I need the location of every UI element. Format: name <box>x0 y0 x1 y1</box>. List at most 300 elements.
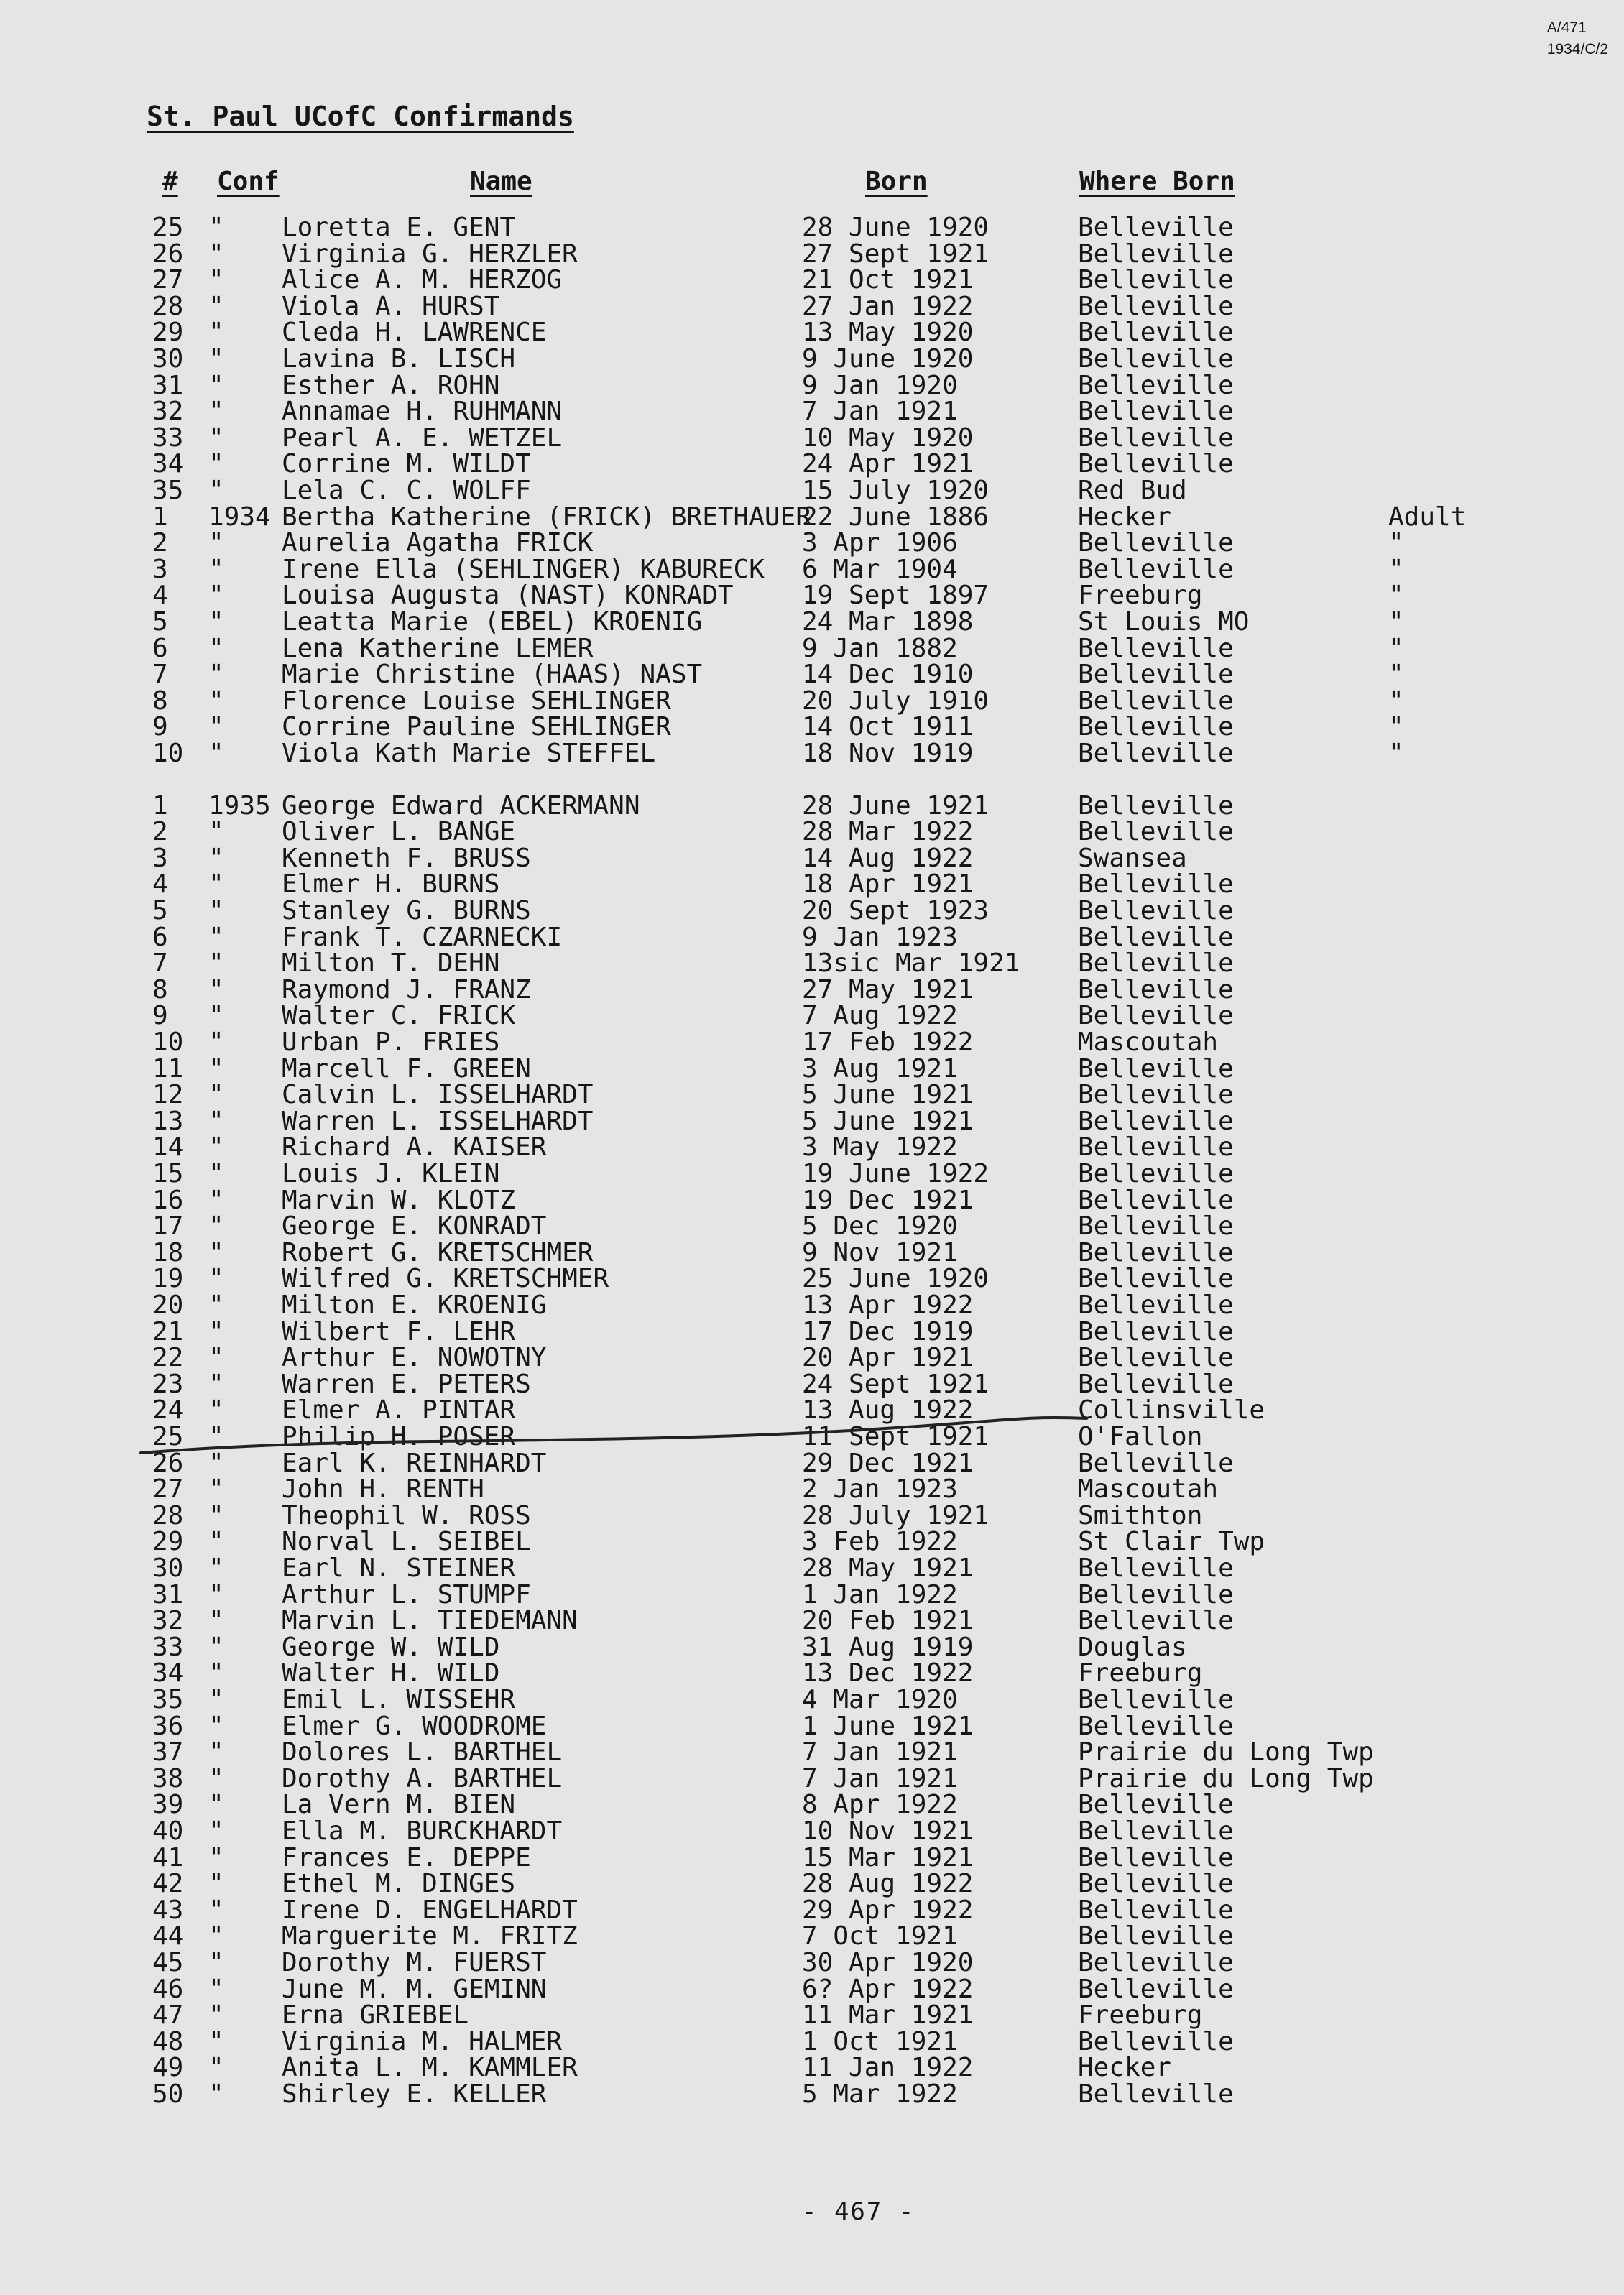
row-number: 50 <box>152 2079 184 2109</box>
confirmand-name: Anita L. M. KAMMLER <box>282 2053 578 2082</box>
table-row <box>0 1265 1624 1293</box>
table-row <box>0 530 1624 557</box>
birth-date: 5 June 1921 <box>802 1080 974 1109</box>
confirmand-name: Lena Katherine LEMER <box>282 634 594 663</box>
row-number: 15 <box>152 1159 184 1188</box>
conf-year: " <box>208 1080 224 1109</box>
row-number: 34 <box>152 449 184 479</box>
table-row <box>0 1949 1624 1977</box>
confirmand-name: Viola Kath Marie STEFFEL <box>282 739 656 768</box>
row-number: 40 <box>152 1816 184 1846</box>
conf-year: " <box>208 239 224 269</box>
birth-date: 25 June 1920 <box>802 1264 989 1293</box>
conf-year: " <box>208 1028 224 1057</box>
table-row <box>0 1081 1624 1109</box>
page-number: - 467 - <box>802 2197 915 2226</box>
birth-place: Belleville <box>1078 1895 1234 1925</box>
confirmand-name: George Edward ACKERMANN <box>282 791 640 821</box>
row-number: 6 <box>152 634 168 663</box>
note: " <box>1388 739 1404 768</box>
row-number: 4 <box>152 581 168 610</box>
row-number: 20 <box>152 1290 184 1320</box>
birth-place: Belleville <box>1078 555 1234 584</box>
confirmand-name: George E. KONRADT <box>282 1211 547 1241</box>
birth-date: 13 Dec 1922 <box>802 1658 974 1688</box>
row-number: 28 <box>152 292 184 321</box>
table-row <box>0 1976 1624 2003</box>
conf-year: " <box>208 1895 224 1925</box>
birth-place: Belleville <box>1078 1580 1234 1610</box>
confirmand-name: Earl N. STEINER <box>282 1553 516 1583</box>
row-number: 10 <box>152 1028 184 1057</box>
table-row <box>0 1923 1624 1950</box>
confirmand-name: Corrine M. WILDT <box>282 449 531 479</box>
birth-place: Belleville <box>1078 686 1234 716</box>
row-number: 21 <box>152 1317 184 1347</box>
birth-place: Red Bud <box>1078 476 1187 505</box>
birth-place: Smithton <box>1078 1501 1203 1530</box>
birth-place: Belleville <box>1078 1975 1234 2004</box>
birth-place: St Clair Twp <box>1078 1527 1265 1556</box>
confirmand-name: Ella M. BURCKHARDT <box>282 1816 563 1846</box>
confirmand-name: Frances E. DEPPE <box>282 1843 531 1873</box>
conf-year: " <box>208 975 224 1005</box>
row-number: 34 <box>152 1658 184 1688</box>
confirmand-name: Dorothy M. FUERST <box>282 1948 547 1977</box>
birth-date: 7 Aug 1922 <box>802 1001 958 1030</box>
birth-place: Belleville <box>1078 791 1234 821</box>
birth-place: Hecker <box>1078 502 1172 532</box>
conf-year: " <box>208 397 224 426</box>
row-number: 1 <box>152 791 168 821</box>
birth-place: Belleville <box>1078 1001 1234 1030</box>
birth-date: 1 Jan 1922 <box>802 1580 958 1610</box>
confirmand-name: Marguerite M. FRITZ <box>282 1921 578 1951</box>
birth-date: 20 Sept 1923 <box>802 896 989 925</box>
table-row <box>0 1818 1624 1845</box>
confirmand-name: Dolores L. BARTHEL <box>282 1737 563 1767</box>
row-number: 46 <box>152 1975 184 2004</box>
conf-year: " <box>208 712 224 742</box>
table-row <box>0 451 1624 478</box>
confirmand-name: Louis J. KLEIN <box>282 1159 500 1188</box>
confirmand-name: Oliver L. BANGE <box>282 817 516 846</box>
birth-date: 28 Mar 1922 <box>802 817 974 846</box>
conf-year: " <box>208 423 224 453</box>
row-number: 26 <box>152 239 184 269</box>
row-number: 2 <box>152 528 168 558</box>
conf-year: " <box>208 817 224 846</box>
birth-place: Belleville <box>1078 948 1234 978</box>
table-row <box>0 2054 1624 2082</box>
birth-place: Belleville <box>1078 1238 1234 1267</box>
row-number: 32 <box>152 1606 184 1635</box>
row-number: 49 <box>152 2053 184 2082</box>
conf-year: " <box>208 344 224 374</box>
confirmand-name: Warren L. ISSELHARDT <box>282 1107 594 1136</box>
row-number: 25 <box>152 1422 184 1451</box>
birth-place: Belleville <box>1078 239 1234 269</box>
table-row <box>0 1528 1624 1556</box>
confirmand-name: Marvin L. TIEDEMANN <box>282 1606 578 1635</box>
confirmand-name: Frank T. CZARNECKI <box>282 923 563 952</box>
birth-date: 27 Jan 1922 <box>802 292 974 321</box>
conf-year: " <box>208 1685 224 1714</box>
conf-year: " <box>208 1790 224 1819</box>
birth-date: 9 Nov 1921 <box>802 1238 958 1267</box>
note: " <box>1388 686 1404 716</box>
birth-date: 13sic Mar 1921 <box>802 948 1020 978</box>
confirmand-name: Irene D. ENGELHARDT <box>282 1895 578 1925</box>
birth-date: 27 Sept 1921 <box>802 239 989 269</box>
birth-date: 9 Jan 1920 <box>802 371 958 400</box>
table-row <box>0 1450 1624 1477</box>
row-number: 44 <box>152 1921 184 1951</box>
table-row <box>0 1581 1624 1609</box>
table-row <box>0 1897 1624 1924</box>
birth-place: Belleville <box>1078 318 1234 347</box>
table-row <box>0 1713 1624 1740</box>
conf-year: " <box>208 449 224 479</box>
birth-place: Belleville <box>1078 1080 1234 1109</box>
row-number: 3 <box>152 555 168 584</box>
conf-year: " <box>208 634 224 663</box>
note: " <box>1388 528 1404 558</box>
birth-place: Belleville <box>1078 634 1234 663</box>
table-row <box>0 1056 1624 1083</box>
birth-date: 15 July 1920 <box>802 476 989 505</box>
table-row <box>0 293 1624 320</box>
table-row <box>0 267 1624 294</box>
birth-date: 2 Jan 1923 <box>802 1474 958 1504</box>
birth-place: Swansea <box>1078 844 1187 873</box>
birth-date: 7 Jan 1921 <box>802 397 958 426</box>
birth-date: 13 Aug 1922 <box>802 1395 974 1425</box>
birth-date: 29 Dec 1921 <box>802 1449 974 1478</box>
birth-date: 19 June 1922 <box>802 1159 989 1188</box>
birth-place: Collinsville <box>1078 1395 1265 1425</box>
header-name: Name <box>470 167 532 196</box>
row-number: 7 <box>152 948 168 978</box>
birth-date: 7 Jan 1921 <box>802 1764 958 1793</box>
header-born: Born <box>865 167 928 196</box>
birth-place: Belleville <box>1078 371 1234 400</box>
conf-year: " <box>208 1474 224 1504</box>
table-row <box>0 1423 1624 1451</box>
table-row <box>0 1844 1624 1872</box>
conf-year: " <box>208 1527 224 1556</box>
confirmand-name: Shirley E. KELLER <box>282 2079 547 2109</box>
birth-place: Mascoutah <box>1078 1028 1219 1057</box>
confirmand-name: Wilbert F. LEHR <box>282 1317 516 1347</box>
birth-date: 3 May 1922 <box>802 1132 958 1162</box>
table-row <box>0 425 1624 452</box>
row-number: 32 <box>152 397 184 426</box>
row-number: 14 <box>152 1132 184 1162</box>
birth-place: Belleville <box>1078 923 1234 952</box>
conf-year: " <box>208 607 224 637</box>
row-number: 29 <box>152 318 184 347</box>
birth-date: 24 Sept 1921 <box>802 1370 989 1399</box>
note: " <box>1388 607 1404 637</box>
confirmand-name: Calvin L. ISSELHARDT <box>282 1080 594 1109</box>
confirmand-name: Milton E. KROENIG <box>282 1290 547 1320</box>
conf-year: " <box>208 1449 224 1478</box>
row-number: 47 <box>152 2000 184 2030</box>
conf-year: " <box>208 1975 224 2004</box>
confirmand-name: Raymond J. FRANZ <box>282 975 531 1005</box>
birth-place: Belleville <box>1078 1186 1234 1215</box>
confirmand-name: Earl K. REINHARDT <box>282 1449 547 1478</box>
conf-year: " <box>208 1737 224 1767</box>
confirmand-name: Theophil W. ROSS <box>282 1501 531 1530</box>
confirmand-name: Richard A. KAISER <box>282 1132 547 1162</box>
birth-place: Belleville <box>1078 1685 1234 1714</box>
conf-year: " <box>208 371 224 400</box>
table-row <box>0 2028 1624 2056</box>
row-number: 2 <box>152 817 168 846</box>
confirmand-name: Philip H. POSER <box>282 1422 516 1451</box>
conf-year: " <box>208 923 224 952</box>
table-row <box>0 2081 1624 2108</box>
table-row <box>0 1686 1624 1714</box>
conf-year: " <box>208 1948 224 1977</box>
birth-date: 5 Mar 1922 <box>802 2079 958 2109</box>
birth-date: 17 Dec 1919 <box>802 1317 974 1347</box>
note: " <box>1388 555 1404 584</box>
row-number: 35 <box>152 1685 184 1714</box>
birth-place: Belleville <box>1078 449 1234 479</box>
row-number: 41 <box>152 1843 184 1873</box>
row-number: 36 <box>152 1712 184 1741</box>
birth-place: Belleville <box>1078 817 1234 846</box>
birth-place: Belleville <box>1078 2079 1234 2109</box>
birth-date: 4 Mar 1920 <box>802 1685 958 1714</box>
conf-year: " <box>208 2079 224 2109</box>
table-row <box>0 924 1624 951</box>
table-row <box>0 714 1624 741</box>
table-row <box>0 740 1624 767</box>
row-number: 26 <box>152 1449 184 1478</box>
birth-place: Belleville <box>1078 397 1234 426</box>
row-number: 30 <box>152 1553 184 1583</box>
birth-place: Belleville <box>1078 660 1234 689</box>
table-row <box>0 1239 1624 1267</box>
table-row <box>0 1344 1624 1372</box>
conf-year: " <box>208 1869 224 1898</box>
row-number: 43 <box>152 1895 184 1925</box>
row-number: 4 <box>152 869 168 899</box>
confirmand-name: Irene Ella (SEHLINGER) KABURECK <box>282 555 765 584</box>
confirmand-name: Esther A. ROHN <box>282 371 500 400</box>
table-row <box>0 1555 1624 1582</box>
birth-date: 15 Mar 1921 <box>802 1843 974 1873</box>
birth-place: Belleville <box>1078 1606 1234 1635</box>
birth-place: Belleville <box>1078 423 1234 453</box>
row-number: 27 <box>152 1474 184 1504</box>
table-row <box>0 818 1624 846</box>
birth-date: 20 Apr 1921 <box>802 1343 974 1372</box>
confirmand-name: Urban P. FRIES <box>282 1028 500 1057</box>
birth-date: 9 June 1920 <box>802 344 974 374</box>
header-conf: Conf <box>217 167 280 196</box>
conf-year: " <box>208 213 224 242</box>
birth-date: 14 Dec 1910 <box>802 660 974 689</box>
row-number: 39 <box>152 1790 184 1819</box>
birth-place: Douglas <box>1078 1633 1187 1662</box>
confirmand-name: Lavina B. LISCH <box>282 344 516 374</box>
table-row <box>0 845 1624 872</box>
row-number: 8 <box>152 975 168 1005</box>
birth-place: Belleville <box>1078 1370 1234 1399</box>
confirmand-name: Marie Christine (HAAS) NAST <box>282 660 703 689</box>
table-row <box>0 609 1624 636</box>
birth-date: 3 Feb 1922 <box>802 1527 958 1556</box>
birth-date: 5 Dec 1920 <box>802 1211 958 1241</box>
birth-date: 28 June 1920 <box>802 213 989 242</box>
birth-date: 20 July 1910 <box>802 686 989 716</box>
table-row <box>0 1739 1624 1766</box>
conf-year: 1935 <box>208 791 271 821</box>
birth-date: 5 June 1921 <box>802 1107 974 1136</box>
birth-place: Mascoutah <box>1078 1474 1219 1504</box>
conf-year: " <box>208 1132 224 1162</box>
table-row <box>0 1213 1624 1240</box>
confirmand-name: Dorothy A. BARTHEL <box>282 1764 563 1793</box>
confirmand-name: George W. WILD <box>282 1633 500 1662</box>
birth-place: Belleville <box>1078 1343 1234 1372</box>
row-number: 8 <box>152 686 168 716</box>
birth-date: 27 May 1921 <box>802 975 974 1005</box>
birth-place: Belleville <box>1078 869 1234 899</box>
conf-year: " <box>208 1712 224 1741</box>
birth-date: 9 Jan 1923 <box>802 923 958 952</box>
birth-place: Belleville <box>1078 292 1234 321</box>
row-number: 18 <box>152 1238 184 1267</box>
row-number: 33 <box>152 1633 184 1662</box>
birth-date: 24 Mar 1898 <box>802 607 974 637</box>
row-number: 30 <box>152 344 184 374</box>
conf-year: " <box>208 1658 224 1688</box>
conf-year: " <box>208 1107 224 1136</box>
confirmand-name: Walter H. WILD <box>282 1658 500 1688</box>
confirmand-name: Virginia G. HERZLER <box>282 239 578 269</box>
conf-year: " <box>208 2027 224 2056</box>
conf-year: " <box>208 660 224 689</box>
conf-year: " <box>208 1580 224 1610</box>
birth-date: 11 Jan 1922 <box>802 2053 974 2082</box>
table-row <box>0 976 1624 1004</box>
row-number: 33 <box>152 423 184 453</box>
confirmand-name: Kenneth F. BRUSS <box>282 844 531 873</box>
birth-place: Belleville <box>1078 975 1234 1005</box>
table-row <box>0 688 1624 715</box>
conf-year: " <box>208 869 224 899</box>
conf-year: 1934 <box>208 502 271 532</box>
birth-date: 1 June 1921 <box>802 1712 974 1741</box>
birth-place: Belleville <box>1078 1553 1234 1583</box>
conf-year: " <box>208 1159 224 1188</box>
header-where-born: Where Born <box>1079 167 1235 196</box>
conf-year: " <box>208 1186 224 1215</box>
confirmand-name: Norval L. SEIBEL <box>282 1527 531 1556</box>
birth-place: Belleville <box>1078 1869 1234 1898</box>
birth-date: 30 Apr 1920 <box>802 1948 974 1977</box>
row-number: 29 <box>152 1527 184 1556</box>
row-number: 31 <box>152 1580 184 1610</box>
conf-year: " <box>208 1843 224 1873</box>
birth-date: 28 June 1921 <box>802 791 989 821</box>
conf-year: " <box>208 528 224 558</box>
row-number: 23 <box>152 1370 184 1399</box>
conf-year: " <box>208 1422 224 1451</box>
birth-place: Prairie du Long Twp <box>1078 1737 1374 1767</box>
birth-date: 19 Dec 1921 <box>802 1186 974 1215</box>
confirmand-name: Arthur L. STUMPF <box>282 1580 531 1610</box>
table-row <box>0 1319 1624 1346</box>
conf-year: " <box>208 1553 224 1583</box>
note: " <box>1388 581 1404 610</box>
conf-year: " <box>208 1921 224 1951</box>
conf-year: " <box>208 1317 224 1347</box>
birth-place: Belleville <box>1078 1948 1234 1977</box>
birth-date: 13 May 1920 <box>802 318 974 347</box>
page-title: St. Paul UCofC Confirmands <box>147 101 574 132</box>
birth-place: Belleville <box>1078 1712 1234 1741</box>
table-row <box>0 1870 1624 1898</box>
row-number: 19 <box>152 1264 184 1293</box>
birth-date: 22 June 1886 <box>802 502 989 532</box>
table-row <box>0 1476 1624 1503</box>
row-number: 12 <box>152 1080 184 1109</box>
note: " <box>1388 660 1404 689</box>
archive-reference <box>1547 17 1608 60</box>
confirmand-name: Emil L. WISSEHR <box>282 1685 516 1714</box>
conf-year: " <box>208 1211 224 1241</box>
birth-date: 28 Aug 1922 <box>802 1869 974 1898</box>
row-number: 5 <box>152 896 168 925</box>
birth-place: Belleville <box>1078 1264 1234 1293</box>
confirmand-name: La Vern M. BIEN <box>282 1790 516 1819</box>
table-row <box>0 1765 1624 1793</box>
table-row <box>0 2002 1624 2029</box>
birth-date: 29 Apr 1922 <box>802 1895 974 1925</box>
row-number: 28 <box>152 1501 184 1530</box>
row-number: 42 <box>152 1869 184 1898</box>
conf-year: " <box>208 555 224 584</box>
confirmand-name: Arthur E. NOWOTNY <box>282 1343 547 1372</box>
row-number: 5 <box>152 607 168 637</box>
conf-year: " <box>208 2053 224 2082</box>
conf-year: " <box>208 896 224 925</box>
birth-date: 19 Sept 1897 <box>802 581 989 610</box>
confirmand-name: Robert G. KRETSCHMER <box>282 1238 594 1267</box>
confirmand-name: Marvin W. KLOTZ <box>282 1186 516 1215</box>
conf-year: " <box>208 1606 224 1635</box>
confirmand-name: Annamae H. RUHMANN <box>282 397 563 426</box>
birth-place: Belleville <box>1078 344 1234 374</box>
row-number: 35 <box>152 476 184 505</box>
birth-date: 13 Apr 1922 <box>802 1290 974 1320</box>
birth-date: 31 Aug 1919 <box>802 1633 974 1662</box>
birth-date: 11 Mar 1921 <box>802 2000 974 2030</box>
confirmand-name: Cleda H. LAWRENCE <box>282 318 547 347</box>
birth-place: Belleville <box>1078 1843 1234 1873</box>
table-row <box>0 1397 1624 1424</box>
conf-year: " <box>208 581 224 610</box>
confirmand-name: Walter C. FRICK <box>282 1001 516 1030</box>
conf-year: " <box>208 1633 224 1662</box>
